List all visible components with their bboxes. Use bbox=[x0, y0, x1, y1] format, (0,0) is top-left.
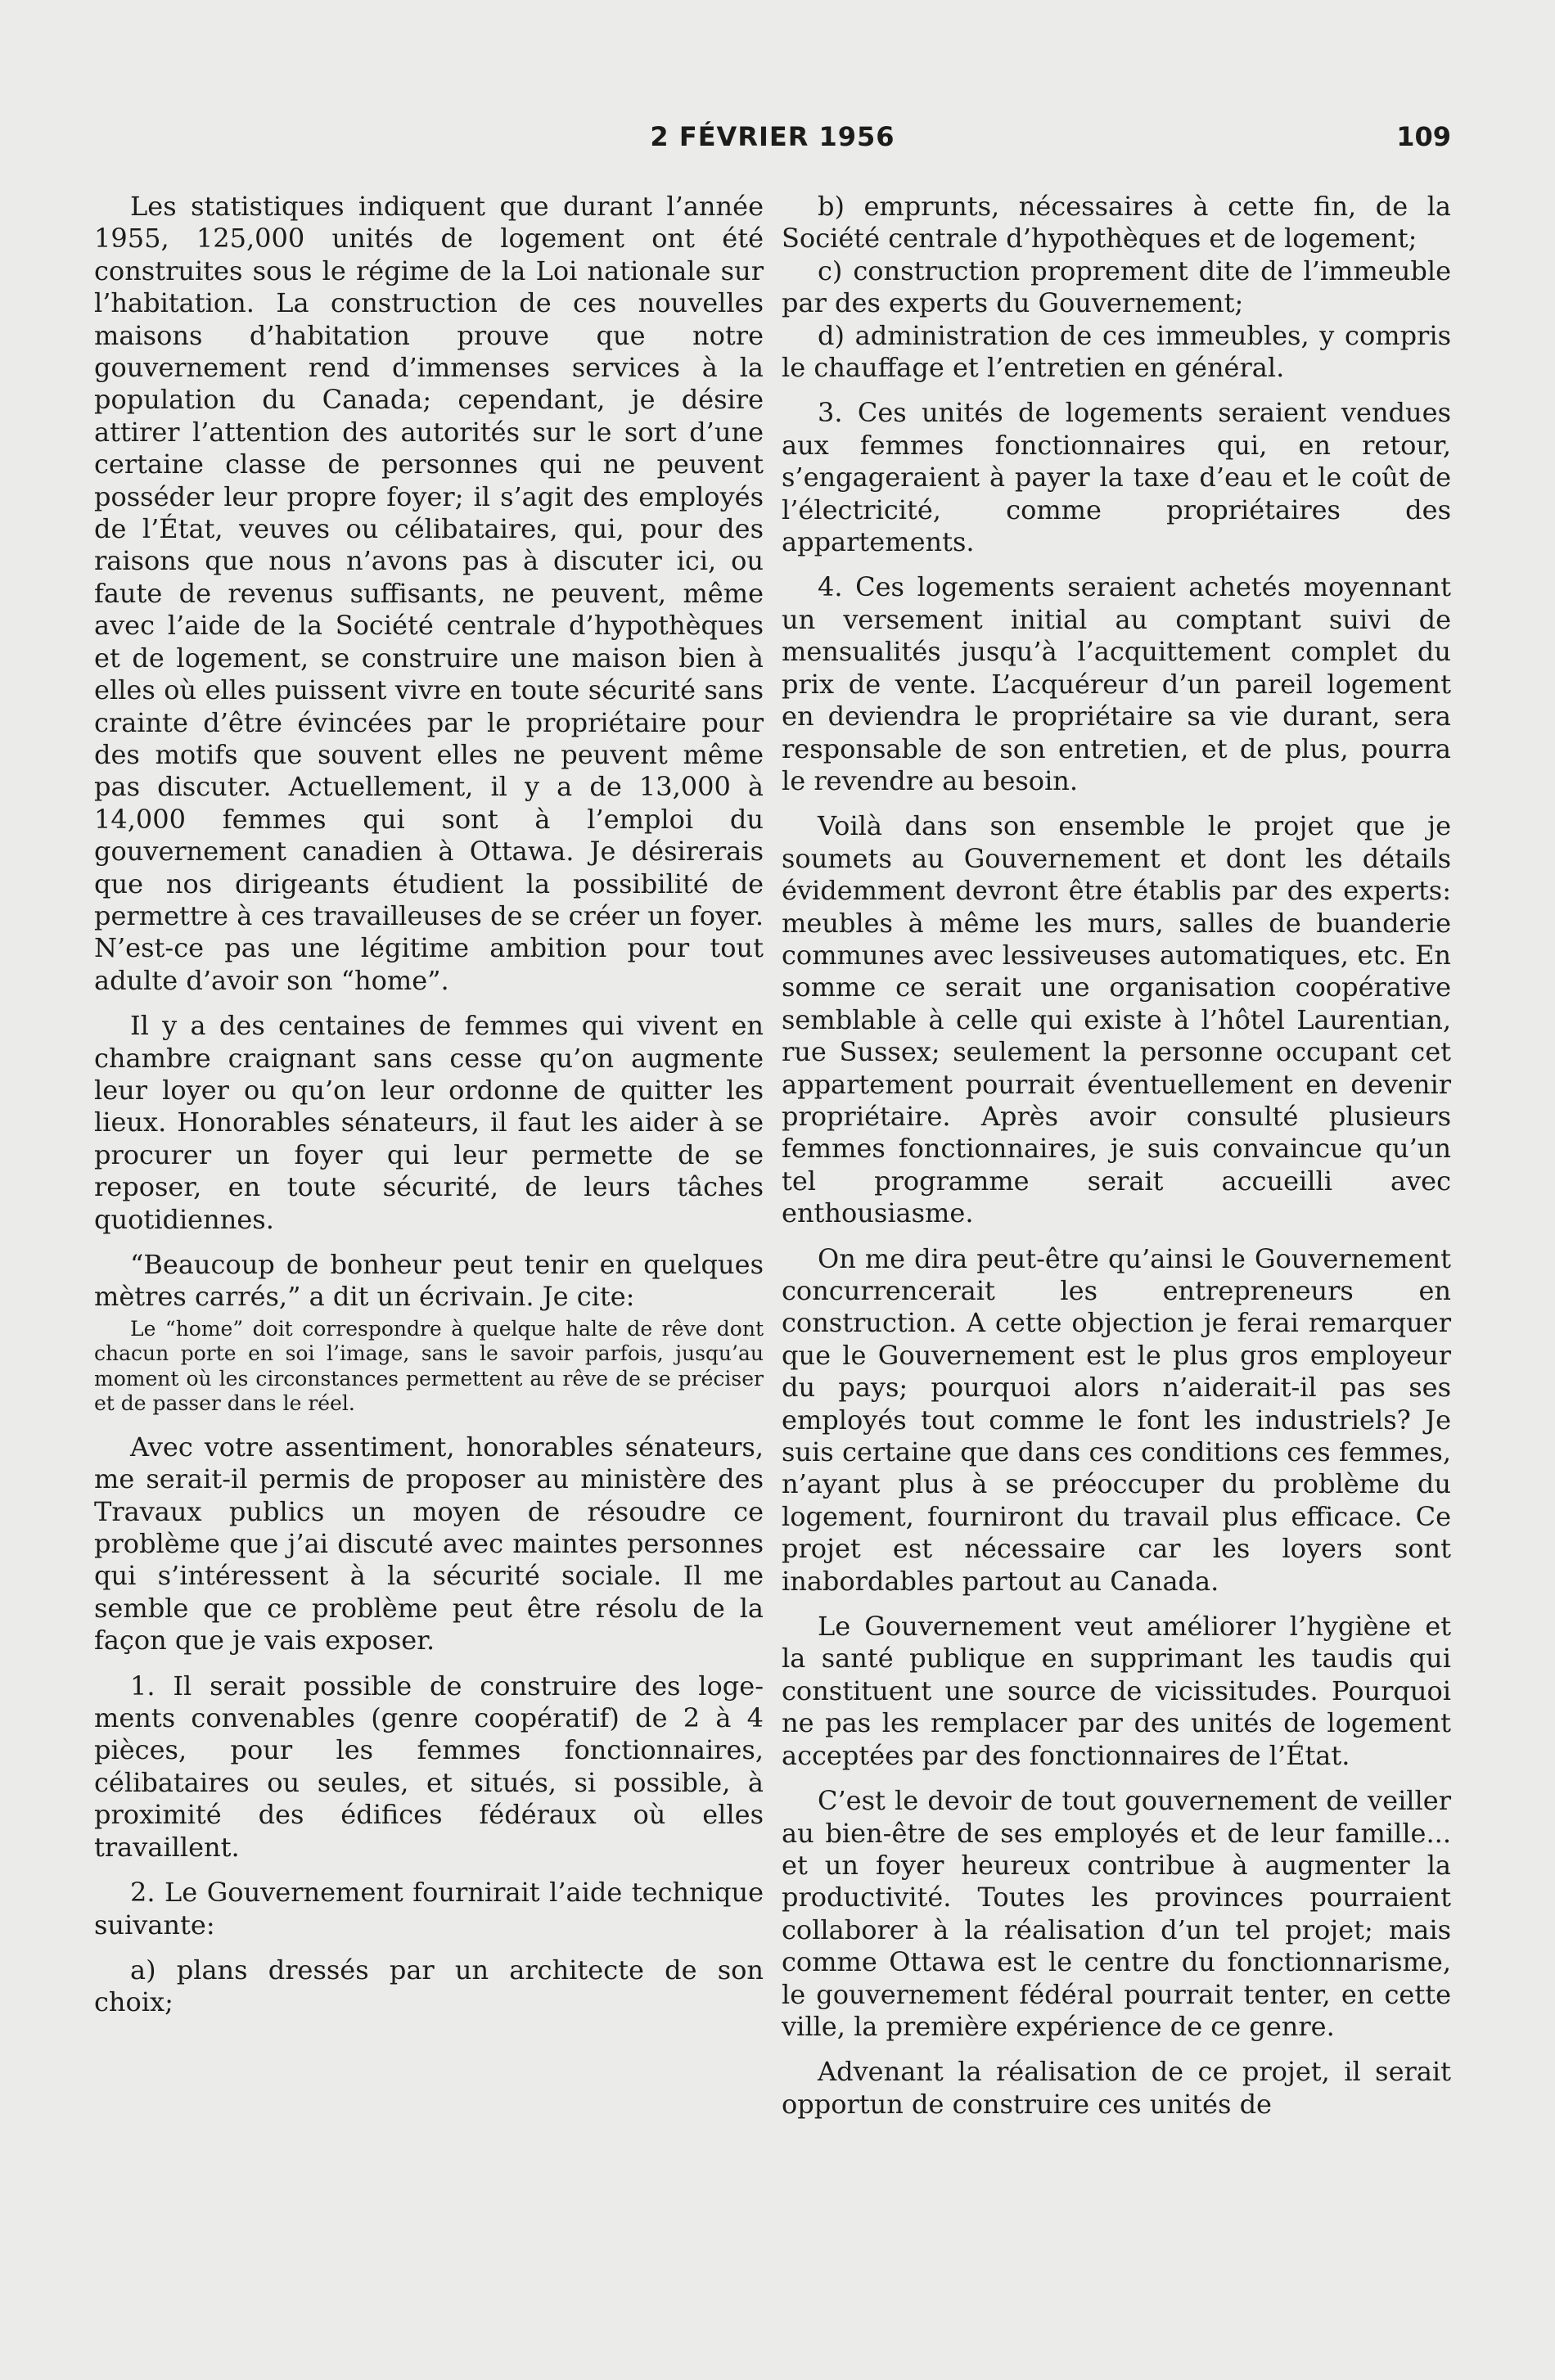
list-item: b) emprunts, nécessaires à cette fin, de la Société centrale d’hypothèques et de logement; bbox=[782, 191, 1451, 255]
paragraph: Le Gouvernement veut améliorer l’hygiène et la santé publique en supprimant les taudis qui constituent une source de vicissitudes. Pourquoi ne pas les remplacer par des unités de logement acceptées par des fonctionnaires de l’État. bbox=[782, 1611, 1451, 1771]
page-header bbox=[94, 121, 1451, 162]
list-item: 3. Ces unités de logements seraient vendues aux femmes fonctionnaires qui, en retour, s’engageraient à payer la taxe d’eau et le coût de l’électricité, comme propriétaires des appartements. bbox=[782, 397, 1451, 558]
paragraph: Les statistiques indiquent que durant l’année 1955, 125,000 unités de logement ont été construites sous le régime de la Loi nationale sur l’habitation. La construction de ces nouvelles maisons d’habitation prouve que notre gouvernement rend d’immenses services à la population du Canada; cependant, je désire attirer l’attention des autorités sur le sort d’une certaine classe de personnes qui ne peuvent posséder leur propre foyer; il s’agit des employés de l’État, veuves ou célibataires, qui, pour des raisons que nous n’avons pas à discuter ici, ou faute de revenus suffisants, ne peuvent, même avec l’aide de la Société centrale d’hypothèques et de logement, se construire une maison bien à elles où elles puissent vivre en toute sécurité sans crainte d’être évincées par le propriétaire pour des motifs que souvent elles ne peuvent même pas discuter. Actuellement, il y a de 13,000 à 14,000 femmes qui sont à l’emploi du gouvernement canadien à Ottawa. Je désirerais que nos dirigeants étudient la possibilité de permettre à ces travailleuses de se créer un foyer. N’est-ce pas une légitime ambition pour tout adulte d’avoir son “home”. bbox=[94, 191, 764, 996]
paragraph: “Beaucoup de bonheur peut tenir en quelques mètres carrés,” a dit un écrivain. Je cite: bbox=[94, 1249, 764, 1313]
list-item: a) plans dressés par un architecte de son choix; bbox=[94, 1954, 764, 2018]
paragraph: Voilà dans son ensemble le projet que je soumets au Gouvernement et dont les détails évidemment devront être établis par des experts: meubles à même les murs, salles de buanderie communes avec lessiveuses automatiques, etc. En somme ce serait une organisation coopérative semblable à celle qui existe à l’hôtel Laurentian, rue Sussex; seulement la personne occupant cet appartement pourrait éventuellement en devenir propriétaire. Après avoir consulté plusieurs femmes fonctionnaires, je suis convaincue qu’un tel programme serait accueilli avec enthousiasme. bbox=[782, 810, 1451, 1229]
block-quote: Le “home” doit correspondre à quelque halte de rêve dont chacun porte en soi l’image, sans le savoir parfois, jusqu’au moment où les circonstances permettent au rêve de se préciser et de passer dans le réel. bbox=[94, 1316, 764, 1416]
page-number: 109 bbox=[1396, 121, 1451, 152]
right-column bbox=[782, 191, 1451, 2134]
paragraph: Advenant la réalisation de ce projet, il serait opportun de construire ces unités de bbox=[782, 2056, 1451, 2120]
list-item: 4. Ces logements seraient achetés moyennant un versement initial au comptant suivi de mensualités jusqu’à l’acquittement complet du prix de vente. L’acquéreur d’un pareil logement en deviendra le propriétaire sa vie durant, sera responsable de son entretien, et de plus, pourra le revendre au besoin. bbox=[782, 571, 1451, 796]
list-item: d) administration de ces immeubles, y compris le chauffage et l’entretien en général. bbox=[782, 319, 1451, 384]
list-item: 2. Le Gouvernement fournirait l’aide technique suivante: bbox=[94, 1877, 764, 1941]
paragraph: C’est le devoir de tout gouvernement de veiller au bien-être de ses employés et de leur famille... et un foyer heureux contribue à augmenter la productivité. Toutes les provinces pourraient collaborer à la réalisation d’un tel projet; mais comme Ottawa est le centre du fonctionnarisme, le gouvernement fédéral pourrait tenter, en cette ville, la première expérience de ce genre. bbox=[782, 1785, 1451, 2042]
left-column bbox=[94, 191, 764, 2032]
paragraph: On me dira peut-être qu’ainsi le Gouvernement concurrencerait les entrepreneurs en construction. A cette objection je ferai remarquer que le Gouvernement est le plus gros employeur du pays; pourquoi alors n’aiderait-il pas ses employés tout comme le font les industriels? Je suis certaine que dans ces conditions ces femmes, n’ayant plus à se préoccuper du problème du logement, fourniront du travail plus efficace. Ce projet est nécessaire car les loyers sont inabordables partout au Canada. bbox=[782, 1242, 1451, 1597]
list-item: c) construction proprement dite de l’immeuble par des experts du Gouvernement; bbox=[782, 255, 1451, 319]
running-head: 2 FÉVRIER 1956 bbox=[650, 121, 895, 152]
list-item: 1. Il serait possible de construire des logements convenables (genre coopératif) de 2 à 4 pièces, pour les femmes fonctionnaires, célibataires ou seules, et situés, si possible, à proximité des édifices fédéraux où elles travaillent. bbox=[94, 1670, 764, 1863]
paragraph: Avec votre assentiment, honorables sénateurs, me serait-il permis de proposer au ministère des Travaux publics un moyen de résoudre ce problème que j’ai discuté avec maintes personnes qui s’intéressent à la sécurité sociale. Il me semble que ce problème peut être résolu de la façon que je vais exposer. bbox=[94, 1431, 764, 1657]
paragraph: Il y a des centaines de femmes qui vivent en chambre craignant sans cesse qu’on augmente leur loyer ou qu’on leur ordonne de quitter les lieux. Honorables sénateurs, il faut les aider à se procurer un foyer qui leur permette de se reposer, en toute sécurité, de leurs tâches quotidiennes. bbox=[94, 1010, 764, 1235]
